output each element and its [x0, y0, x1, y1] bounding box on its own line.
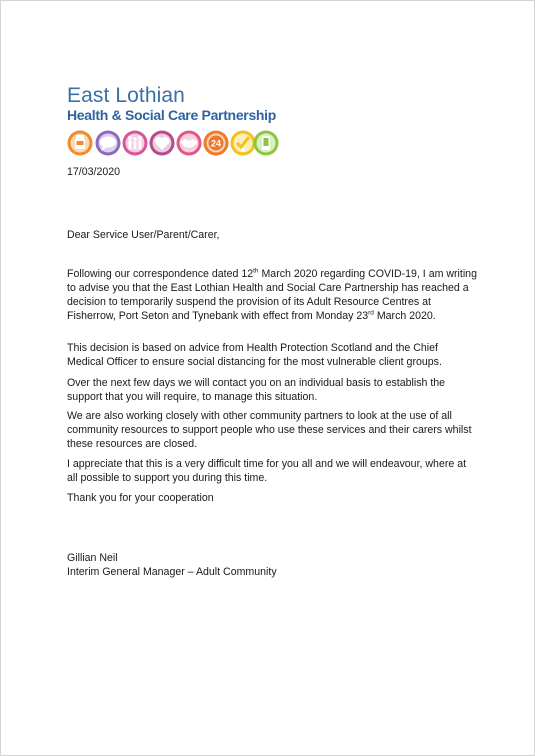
- check-person-icon: [231, 131, 256, 156]
- paragraph-3: Over the next few days we will contact you on an individual basis to establish the support that you will require, to manage this situation.: [67, 377, 446, 403]
- signatory-title: Interim General Manager – Adult Community: [67, 566, 277, 578]
- paragraph-5: I appreciate that this is a very difficult time for you all and we will endeavour, where at all possible to support you during this time.: [67, 458, 467, 484]
- medicine-bottle-icon: [68, 131, 93, 156]
- logo-icon-row: [67, 128, 279, 158]
- logo-title: East Lothian: [67, 84, 185, 107]
- salutation: Dear Service User/Parent/Carer,: [67, 229, 220, 241]
- family-icon: [123, 131, 148, 156]
- paragraph-2: This decision is based on advice from Health Protection Scotland and the Chief Medical Officer to ensure social distancing for the most vulnerable client groups.: [67, 342, 442, 368]
- paragraph-1: Following our correspondence dated 12th March 2020 regarding COVID-19, I am writing to advise you that the East Lothian Health and Social Care Partnership has reached a decision to temporarily suspend the provision of its Adult Resource Centres at Fisherrow, Port Seton and Tynebank with effect from Monday 23rd March 2020.: [67, 267, 477, 322]
- letter-date: 17/03/2020: [67, 166, 121, 178]
- signatory-name: Gillian Neil: [67, 552, 118, 564]
- closing-line: Thank you for your cooperation: [67, 492, 214, 504]
- paragraph-4: We are also working closely with other community partners to look at the use of all community resources to support people who use these services and their carers whilst these resources are closed.: [67, 410, 472, 450]
- partnership-logo: [67, 85, 276, 123]
- handshake-icon: [177, 131, 202, 156]
- svg-text:24: 24: [210, 138, 222, 149]
- speech-bubble-icon: [96, 131, 121, 156]
- logo-subtitle: Health & Social Care Partnership: [67, 107, 277, 123]
- heart-icon: [150, 131, 175, 156]
- 24-hour-clock-icon: [204, 131, 229, 156]
- mobile-phone-icon: [254, 131, 279, 156]
